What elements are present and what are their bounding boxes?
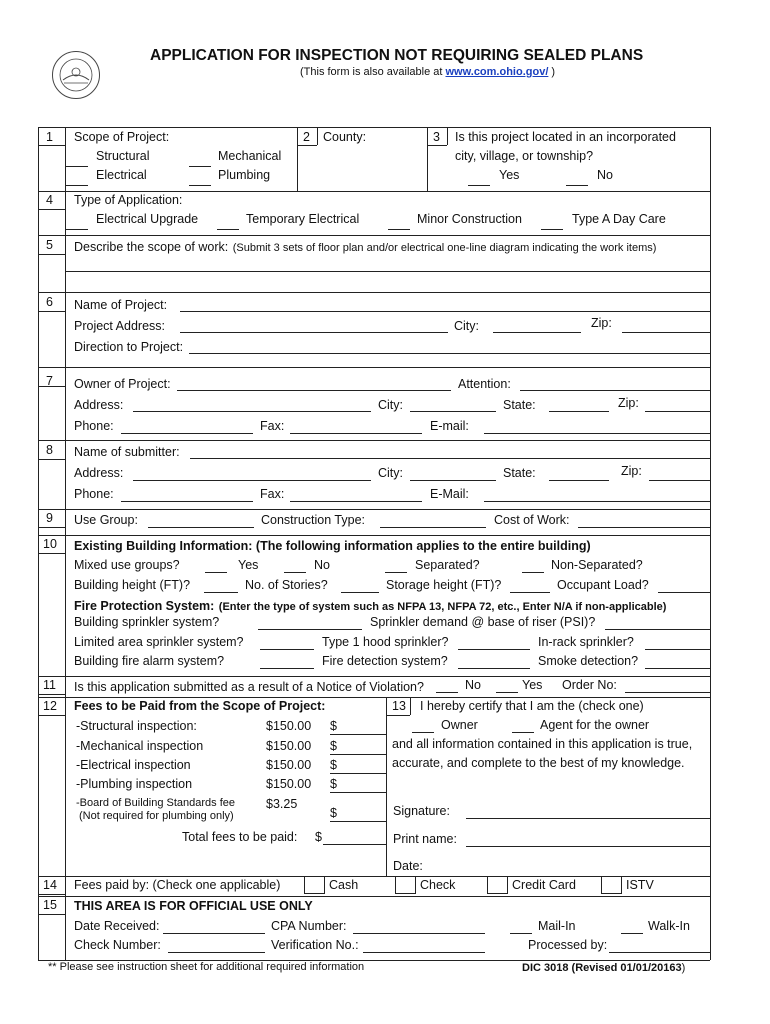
violation-no-label: No bbox=[465, 678, 481, 692]
project-address-line[interactable] bbox=[180, 332, 448, 333]
credit-card-label: Credit Card bbox=[512, 878, 576, 892]
order-number-label: Order No: bbox=[562, 678, 617, 692]
incorporated-no-checkline[interactable] bbox=[566, 185, 588, 186]
form-id: DIC 3018 (Revised 01/01/20163) bbox=[522, 962, 686, 974]
page-subtitle bbox=[300, 66, 555, 78]
fee-amount: $150.00 bbox=[266, 719, 312, 733]
certify-agent-checkline[interactable] bbox=[512, 732, 534, 733]
section-4-number: 4 bbox=[46, 193, 53, 207]
occupant-load-line[interactable] bbox=[658, 592, 710, 593]
hood-sprinkler-label: Type 1 hood sprinkler? bbox=[322, 635, 449, 649]
owner-city-label: City: bbox=[378, 398, 403, 412]
structural-checkline[interactable] bbox=[66, 166, 88, 167]
istv-checkbox[interactable] bbox=[601, 876, 622, 894]
total-fees-label: Total fees to be paid: bbox=[182, 830, 298, 844]
section-15-number: 15 bbox=[43, 898, 57, 912]
fees-paid-label: Fees paid by: (Check one applicable) bbox=[74, 878, 281, 892]
section-13-number: 13 bbox=[392, 699, 406, 713]
certify-label: I hereby certify that I am the (check one) bbox=[420, 699, 644, 713]
cash-label: Cash bbox=[329, 878, 359, 892]
fire-protection-note: (Enter the type of system such as NFPA 13, NFPA 72, etc., Enter N/A if non-applicable) bbox=[218, 601, 667, 613]
check-number-line[interactable] bbox=[168, 952, 265, 953]
section-1-number: 1 bbox=[46, 130, 53, 144]
cpa-number-label: CPA Number: bbox=[271, 919, 347, 933]
project-zip-line[interactable] bbox=[622, 332, 710, 333]
print-name-label: Print name: bbox=[393, 832, 457, 846]
project-city-label: City: bbox=[454, 319, 479, 333]
istv-label: ISTV bbox=[626, 878, 654, 892]
walk-in-label: Walk-In bbox=[648, 919, 690, 933]
structural-label: Structural bbox=[96, 149, 150, 163]
plumbing-label: Plumbing bbox=[218, 168, 271, 182]
building-height-label: Building height (FT)? bbox=[74, 578, 191, 592]
plumbing-checkline[interactable] bbox=[189, 185, 211, 186]
electrical-upgrade-label: Electrical Upgrade bbox=[96, 212, 199, 226]
submitter-phone-label: Phone: bbox=[74, 487, 114, 501]
attention-label: Attention: bbox=[458, 377, 511, 391]
section-7-number: 7 bbox=[46, 374, 53, 388]
fee-mechanical-line[interactable] bbox=[330, 754, 386, 755]
credit-card-checkbox[interactable] bbox=[487, 876, 508, 894]
fees-title: Fees to be Paid from the Scope of Project: bbox=[74, 699, 326, 713]
non-separated-label: Non-Separated? bbox=[551, 558, 643, 572]
signature-label: Signature: bbox=[393, 804, 450, 818]
fire-detection-label: Fire detection system? bbox=[322, 654, 448, 668]
fee-bbs-line[interactable] bbox=[330, 821, 386, 822]
submitter-address-line[interactable] bbox=[133, 480, 371, 481]
website-link[interactable]: www.com.ohio.gov/ bbox=[445, 66, 549, 78]
application-type-label: Type of Application: bbox=[74, 193, 183, 207]
separated-checkline[interactable] bbox=[385, 572, 407, 573]
owner-state-line[interactable] bbox=[549, 411, 609, 412]
sprinkler-system-line[interactable] bbox=[258, 629, 362, 630]
section-9-number: 9 bbox=[46, 511, 53, 525]
fee-electrical-line[interactable] bbox=[330, 773, 386, 774]
submitter-name-label: Name of submitter: bbox=[74, 445, 180, 459]
construction-type-label: Construction Type: bbox=[261, 513, 365, 527]
scope-label: Scope of Project: bbox=[74, 130, 170, 144]
sprinkler-demand-line[interactable] bbox=[605, 629, 710, 630]
mechanical-checkline[interactable] bbox=[189, 166, 211, 167]
in-rack-label: In-rack sprinkler? bbox=[538, 635, 634, 649]
subtitle-pre: (This form is also available at bbox=[300, 66, 446, 78]
day-care-label: Type A Day Care bbox=[572, 212, 666, 226]
date-received-line[interactable] bbox=[163, 933, 265, 934]
mixed-no-checkline[interactable] bbox=[284, 572, 306, 573]
in-rack-line[interactable] bbox=[645, 649, 710, 650]
signature-line[interactable] bbox=[466, 818, 710, 819]
submitter-zip-line[interactable] bbox=[649, 480, 710, 481]
certify-text-1: and all information contained in this application is true, bbox=[392, 737, 693, 751]
electrical-label: Electrical bbox=[96, 168, 147, 182]
cpa-number-line[interactable] bbox=[353, 933, 485, 934]
cost-of-work-line[interactable] bbox=[578, 527, 710, 528]
owner-phone-label: Phone: bbox=[74, 419, 114, 433]
violation-yes-checkline[interactable] bbox=[496, 692, 518, 693]
owner-address-line[interactable] bbox=[133, 411, 371, 412]
smoke-detection-line[interactable] bbox=[645, 668, 710, 669]
verification-label: Verification No.: bbox=[271, 938, 359, 952]
existing-building-title: Existing Building Information: (The following information applies to the entire building) bbox=[74, 539, 591, 553]
submitter-email-label: E-Mail: bbox=[430, 487, 469, 501]
sprinkler-demand-label: Sprinkler demand @ base of riser (PSI)? bbox=[370, 615, 596, 629]
bbs-fee-amount: $3.25 bbox=[266, 797, 298, 811]
fee-amount: $150.00 bbox=[266, 758, 312, 772]
owner-address-label: Address: bbox=[74, 398, 124, 412]
owner-fax-line[interactable] bbox=[290, 433, 422, 434]
violation-question: Is this application submitted as a result of a Notice of Violation? bbox=[74, 680, 424, 694]
mixed-yes-checkline[interactable] bbox=[205, 572, 227, 573]
violation-yes-label: Yes bbox=[522, 678, 543, 692]
storage-height-label: Storage height (FT)? bbox=[386, 578, 502, 592]
submitter-state-line[interactable] bbox=[549, 480, 609, 481]
processed-by-line[interactable] bbox=[609, 952, 710, 953]
fire-protection-title: Fire Protection System: bbox=[74, 599, 215, 613]
processed-by-label: Processed by: bbox=[528, 938, 608, 952]
date-received-label: Date Received: bbox=[74, 919, 160, 933]
limited-area-line[interactable] bbox=[260, 649, 314, 650]
section-5-number: 5 bbox=[46, 238, 53, 252]
bbs-fee-dollar: $ bbox=[330, 806, 337, 820]
section-12-number: 12 bbox=[43, 699, 57, 713]
attention-line[interactable] bbox=[520, 390, 710, 391]
check-label: Check bbox=[420, 878, 456, 892]
print-name-line[interactable] bbox=[466, 846, 710, 847]
project-name-label: Name of Project: bbox=[74, 298, 168, 312]
construction-type-line[interactable] bbox=[380, 527, 486, 528]
total-fees-dollar: $ bbox=[315, 830, 322, 844]
county-label: County: bbox=[323, 130, 367, 144]
stories-line[interactable] bbox=[341, 592, 379, 593]
mail-in-label: Mail-In bbox=[538, 919, 576, 933]
fee-label: -Structural inspection: bbox=[76, 719, 197, 733]
state-seal bbox=[51, 50, 101, 100]
owner-label: Owner of Project: bbox=[74, 377, 171, 391]
minor-construction-label: Minor Construction bbox=[417, 212, 522, 226]
fee-dollar: $ bbox=[330, 758, 337, 772]
owner-city-line[interactable] bbox=[410, 411, 496, 412]
submitter-address-label: Address: bbox=[74, 466, 124, 480]
form-id-text: DIC 3018 (Revised 01/01/20163 bbox=[522, 962, 682, 974]
section-6-number: 6 bbox=[46, 295, 53, 309]
occupant-load-label: Occupant Load? bbox=[557, 578, 649, 592]
submitter-zip-label: Zip: bbox=[621, 464, 642, 478]
direction-label: Direction to Project: bbox=[74, 340, 184, 354]
owner-state-label: State: bbox=[503, 398, 536, 412]
mixed-use-label: Mixed use groups? bbox=[74, 558, 180, 572]
scope-of-work-text: Describe the scope of work: bbox=[74, 240, 229, 254]
fire-alarm-label: Building fire alarm system? bbox=[74, 654, 225, 668]
submitter-name-line[interactable] bbox=[190, 458, 710, 459]
electrical-upgrade-checkline[interactable] bbox=[66, 229, 88, 230]
owner-email-label: E-mail: bbox=[430, 419, 469, 433]
bbs-fee-note: (Not required for plumbing only) bbox=[79, 810, 234, 822]
certify-owner-checkline[interactable] bbox=[412, 732, 434, 733]
page-title: APPLICATION FOR INSPECTION NOT REQUIRING SEALED PLANS bbox=[150, 47, 644, 64]
temporary-electrical-checkline[interactable] bbox=[217, 229, 239, 230]
storage-height-line[interactable] bbox=[510, 592, 550, 593]
footer-note: ** Please see instruction sheet for additional required information bbox=[48, 961, 365, 973]
owner-zip-label: Zip: bbox=[618, 396, 639, 410]
mail-in-checkline[interactable] bbox=[510, 933, 532, 934]
fire-alarm-line[interactable] bbox=[260, 668, 314, 669]
project-name-line[interactable] bbox=[180, 311, 710, 312]
submitter-phone-line[interactable] bbox=[121, 501, 253, 502]
submitter-email-line[interactable] bbox=[484, 501, 710, 502]
day-care-checkline[interactable] bbox=[541, 229, 563, 230]
mixed-yes-label: Yes bbox=[238, 558, 259, 572]
fee-dollar: $ bbox=[330, 739, 337, 753]
section-11-number: 11 bbox=[43, 678, 56, 692]
check-number-label: Check Number: bbox=[74, 938, 161, 952]
incorporated-no-label: No bbox=[597, 168, 613, 182]
temporary-electrical-label: Temporary Electrical bbox=[246, 212, 360, 226]
date-label: Date: bbox=[393, 859, 423, 873]
fee-amount: $150.00 bbox=[266, 777, 312, 791]
fire-detection-line[interactable] bbox=[458, 668, 530, 669]
certify-owner-label: Owner bbox=[441, 718, 478, 732]
use-group-label: Use Group: bbox=[74, 513, 138, 527]
fee-structural-line[interactable] bbox=[330, 734, 386, 735]
owner-fax-label: Fax: bbox=[260, 419, 285, 433]
separated-label: Separated? bbox=[415, 558, 480, 572]
building-height-line[interactable] bbox=[204, 592, 238, 593]
submitter-city-line[interactable] bbox=[410, 480, 496, 481]
cost-of-work-label: Cost of Work: bbox=[494, 513, 570, 527]
fire-protection-heading bbox=[74, 597, 666, 615]
official-use-title: THIS AREA IS FOR OFFICIAL USE ONLY bbox=[74, 899, 313, 913]
submitter-city-label: City: bbox=[378, 466, 403, 480]
smoke-detection-label: Smoke detection? bbox=[538, 654, 639, 668]
subtitle-post: ) bbox=[548, 66, 556, 78]
submitter-fax-line[interactable] bbox=[290, 501, 422, 502]
mixed-no-label: No bbox=[314, 558, 330, 572]
minor-construction-checkline[interactable] bbox=[388, 229, 410, 230]
submitter-fax-label: Fax: bbox=[260, 487, 285, 501]
incorporated-yes-checkline[interactable] bbox=[468, 185, 490, 186]
fee-label: -Plumbing inspection bbox=[76, 777, 193, 791]
owner-phone-line[interactable] bbox=[121, 433, 253, 434]
fee-amount: $150.00 bbox=[266, 739, 312, 753]
section-14-number: 14 bbox=[43, 878, 57, 892]
order-number-line[interactable] bbox=[625, 692, 710, 693]
project-city-line[interactable] bbox=[493, 332, 581, 333]
owner-zip-line[interactable] bbox=[645, 411, 710, 412]
incorporated-question-2: city, village, or township? bbox=[455, 149, 594, 163]
fee-label: -Mechanical inspection bbox=[76, 739, 204, 753]
check-checkbox[interactable] bbox=[395, 876, 416, 894]
incorporated-question: Is this project located in an incorporated bbox=[455, 130, 676, 144]
fee-label: -Electrical inspection bbox=[76, 758, 191, 772]
owner-email-line[interactable] bbox=[484, 433, 710, 434]
sprinkler-system-label: Building sprinkler system? bbox=[74, 615, 220, 629]
electrical-checkline[interactable] bbox=[66, 185, 88, 186]
project-zip-label: Zip: bbox=[591, 316, 612, 330]
limited-area-label: Limited area sprinkler system? bbox=[74, 635, 244, 649]
scope-of-work-line[interactable] bbox=[66, 271, 710, 272]
fee-plumbing-line[interactable] bbox=[330, 792, 386, 793]
certify-text-2: accurate, and complete to the best of my knowledge. bbox=[392, 756, 685, 770]
fee-dollar: $ bbox=[330, 777, 337, 791]
section-8-number: 8 bbox=[46, 443, 53, 457]
bbs-fee-label: -Board of Building Standards fee bbox=[76, 797, 235, 809]
violation-no-checkline[interactable] bbox=[436, 692, 458, 693]
project-address-label: Project Address: bbox=[74, 319, 166, 333]
section-3-number: 3 bbox=[433, 130, 440, 144]
section-10-number: 10 bbox=[43, 537, 57, 551]
hood-sprinkler-line[interactable] bbox=[458, 649, 530, 650]
verification-line[interactable] bbox=[363, 952, 485, 953]
use-group-line[interactable] bbox=[148, 527, 254, 528]
certify-agent-label: Agent for the owner bbox=[540, 718, 650, 732]
direction-line[interactable] bbox=[189, 353, 710, 354]
incorporated-yes-label: Yes bbox=[499, 168, 520, 182]
stories-label: No. of Stories? bbox=[245, 578, 328, 592]
cash-checkbox[interactable] bbox=[304, 876, 325, 894]
mechanical-label: Mechanical bbox=[218, 149, 282, 163]
submitter-state-label: State: bbox=[503, 466, 536, 480]
section-2-number: 2 bbox=[303, 130, 310, 144]
owner-line[interactable] bbox=[177, 390, 451, 391]
fee-dollar: $ bbox=[330, 719, 337, 733]
walk-in-checkline[interactable] bbox=[621, 933, 643, 934]
non-separated-checkline[interactable] bbox=[522, 572, 544, 573]
scope-of-work-label bbox=[74, 238, 656, 256]
scope-of-work-note: (Submit 3 sets of floor plan and/or electrical one-line diagram indicating the work items) bbox=[232, 242, 657, 254]
total-fees-line[interactable] bbox=[323, 844, 386, 845]
